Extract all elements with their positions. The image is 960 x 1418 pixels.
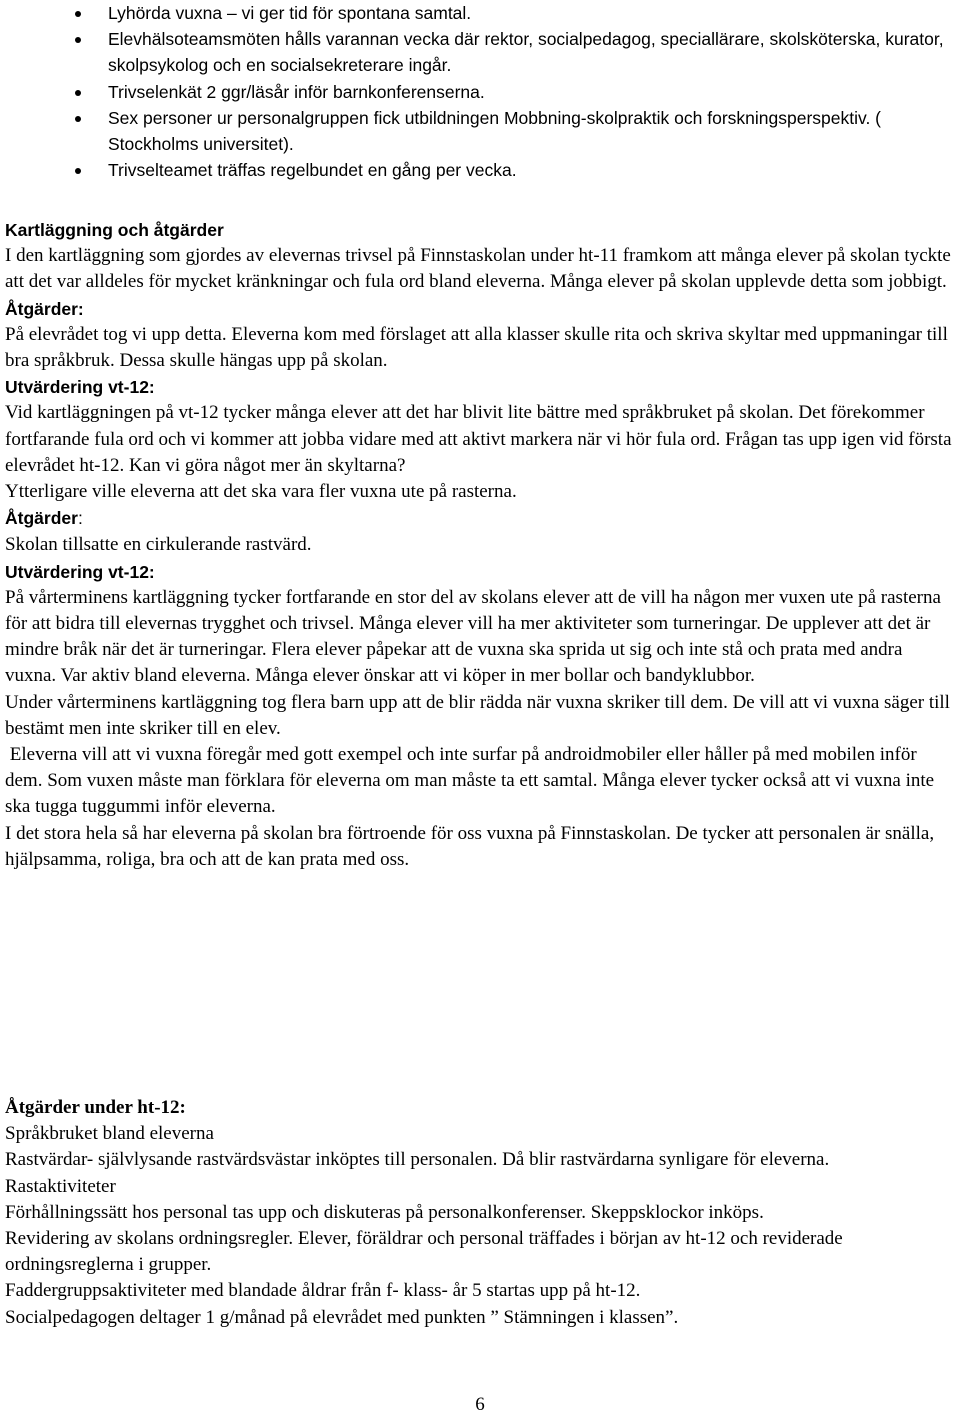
list-item: Rastaktiviteter xyxy=(5,1175,116,1197)
atgarder-label-colon: : xyxy=(77,508,83,529)
bullet-item xyxy=(0,79,960,105)
bullet-text: Trivselteamet träffas regelbundet en gång per vecka. xyxy=(108,160,517,181)
atgarder-label xyxy=(5,505,955,532)
list-item: Faddergruppsaktiviteter med blandade åldrar från f- klass- år 5 startas upp på ht-12. xyxy=(5,1280,641,1302)
list-item: Språkbruket bland eleverna xyxy=(5,1123,214,1145)
section-heading: Kartläggning och åtgärder xyxy=(5,220,224,240)
paragraph: Eleverna vill att vi vuxna föregår med gott exempel och inte surfar på androidmobiler eller håller på med mobilen inför dem. Som vuxen måste man förklara för eleverna om man måste ta ett samtal. Många elever tycker också att vi vuxna inte ska tugga tuggummi inför eleverna. xyxy=(5,744,939,818)
bullet-icon xyxy=(75,37,81,43)
paragraph: Skolan tillsatte en cirkulerande rastvärd. xyxy=(5,534,312,556)
bullet-list xyxy=(0,0,960,183)
bullet-text: Lyhörda vuxna – vi ger tid för spontana samtal. xyxy=(108,3,472,23)
paragraph: Vid kartläggningen på vt-12 tycker många elever att det har blivit lite bättre med språkbruket på skolan. Det förekommer fortfarande fula ord och vi kommer att jobba vidare med att aktivt markera när vi hör fula ord. Frågan tas upp igen vid första elevrådet ht-12. Kan vi göra något mer än skyltarna? xyxy=(5,402,952,476)
list-item: Socialpedagogen deltager 1 g/månad på elevrådet med punkten ” Stämningen i klassen”. xyxy=(5,1306,679,1328)
utvardering-label: Utvärdering vt-12: xyxy=(5,561,155,582)
page-number: 6 xyxy=(475,1394,485,1415)
section-atgarder-ht12 xyxy=(5,1095,955,1331)
bullet-icon xyxy=(75,11,81,17)
bullet-text: Elevhälsoteamsmöten hålls varannan vecka där rektor, socialpedagog, speciallärare, skolsköterska, kurator, skolpsykolog och en socialsekreterare ingår. xyxy=(108,29,944,76)
list-item: Rastvärdar- självlysande rastvärdsvästar inköptes till personalen. Då blir rastvärdarna synligare för eleverna. xyxy=(5,1149,830,1171)
list-item: Revidering av skolans ordningsregler. Elever, föräldrar och personal träffades i början av ht-12 och reviderade ordningsreglerna i grupper. xyxy=(5,1228,843,1276)
bullet-icon xyxy=(75,90,81,96)
bullet-icon xyxy=(75,116,81,122)
atgarder-label-bold: Åtgärder xyxy=(5,508,78,529)
atgarder-label: Åtgärder: xyxy=(5,298,84,319)
paragraph: På elevrådet tog vi upp detta. Eleverna kom med förslaget att alla klasser skulle rita och skriva skyltar med uppmaningar till bra språkbruk. Dessa skulle hängas upp på skolan. xyxy=(5,323,948,372)
bullet-item xyxy=(0,157,960,183)
paragraph: Under vårterminens kartläggning tog flera barn upp att de blir rädda när vuxna skriker till dem. De vill att vi vuxna säger till bestämt men inte skriker till en elev. xyxy=(5,691,950,739)
section-heading: Åtgärder under ht-12: xyxy=(5,1097,186,1118)
bullet-item xyxy=(0,0,960,26)
utvardering-label: Utvärdering vt-12: xyxy=(5,377,155,398)
bullet-text: Trivselenkät 2 ggr/läsår inför barnkonferenserna. xyxy=(108,81,485,102)
paragraph: Ytterligare ville eleverna att det ska vara fler vuxna ute på rasterna. xyxy=(5,481,517,503)
paragraph: I den kartläggning som gjordes av elevernas trivsel på Finnstaskolan under ht-11 framkom att många elever på skolan tyckte att det var alldeles för mycket kränkningar och fula ord bland eleverna. Många elever på skolan upplevde detta som jobbigt. xyxy=(5,245,951,293)
bullet-text: Sex personer ur personalgruppen fick utbildningen Mobbning-skolpraktik och forskningsperspektiv. ( Stockholms universitet). xyxy=(108,107,882,155)
bullet-icon xyxy=(75,168,81,174)
section-kartlaggning xyxy=(5,217,955,873)
paragraph: På vårterminens kartläggning tycker fortfarande en stor del av skolans elever att de vill ha någon mer vuxen ute på rasterna för att bidra till elevernas trygghet och trivsel. Många elever vill ha mer aktiviteter som turneringar. De upplever att det är mindre bråk när det är turneringar. Flera elever påpekar att de vuxna ska sprida ut sig och inte stå och prata med andra vuxna. Var aktiv bland eleverna. Många elever önskar att vi köper in mer bollar och bandyklubbor. xyxy=(5,586,941,687)
paragraph: I det stora hela så har eleverna på skolan bra förtroende för oss vuxna på Finnstaskolan. De tycker att personalen är snälla, hjälpsamma, roliga, bra och att de kan prata med oss. xyxy=(5,822,935,870)
bullet-item xyxy=(0,105,960,157)
list-item: Förhållningssätt hos personal tas upp och diskuteras på personalkonferenser. Skeppsklockor inköps. xyxy=(5,1201,764,1223)
bullet-item xyxy=(0,26,960,78)
